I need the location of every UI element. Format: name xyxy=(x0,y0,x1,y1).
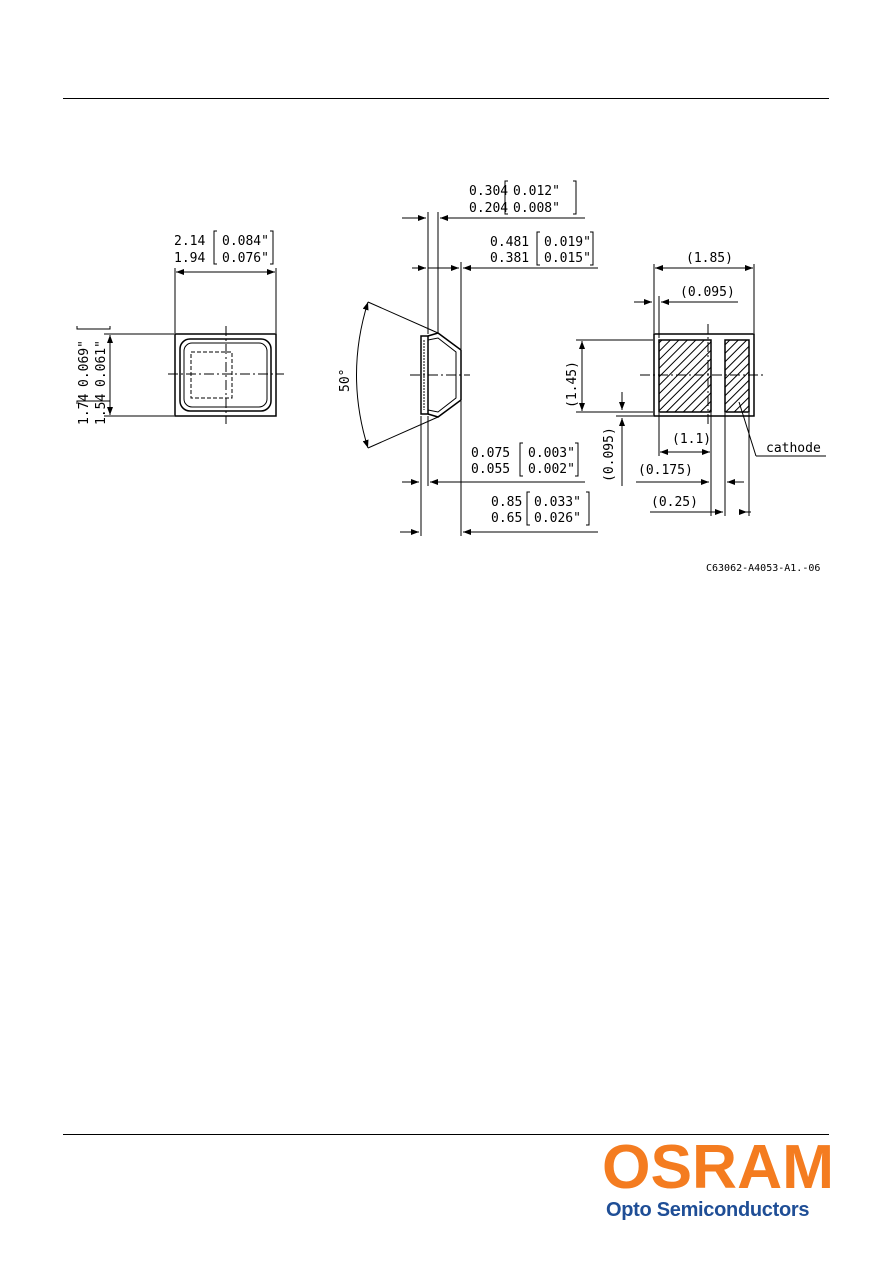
front-height-min: 1.54 xyxy=(94,393,109,425)
bottom-offset-left: (0.095) xyxy=(602,427,617,482)
side-bot2-max-in: 0.033" xyxy=(534,495,581,510)
side-top1-min-in: 0.008" xyxy=(513,201,560,216)
brand-tagline: Opto Semiconductors xyxy=(606,1199,810,1221)
front-height-max-in: 0.069" xyxy=(77,340,92,387)
side-bot1-max: 0.075 xyxy=(471,446,511,461)
bottom-height: (1.45) xyxy=(565,361,580,408)
side-bot1-min-in: 0.002" xyxy=(528,462,575,477)
brand-wordmark: OSRAM xyxy=(602,1133,834,1196)
front-height-max: 1.74 xyxy=(77,393,92,425)
front-height-min-in: 0.061" xyxy=(94,340,109,387)
side-top1-min: 0.204 xyxy=(469,201,509,216)
bottom-pad2: (0.25) xyxy=(651,495,698,510)
side-top2-min: 0.381 xyxy=(490,251,530,266)
front-width-min-in: 0.076" xyxy=(222,251,269,266)
package-outline-drawing xyxy=(0,0,892,620)
front-width-max-in: 0.084" xyxy=(222,234,269,249)
side-top2-max-in: 0.019" xyxy=(544,235,591,250)
side-bot2-min-in: 0.026" xyxy=(534,511,581,526)
side-top1-max: 0.304 xyxy=(469,184,509,199)
side-top2-min-in: 0.015" xyxy=(544,251,591,266)
side-bot1-min: 0.055 xyxy=(471,462,511,477)
side-bot2-max: 0.85 xyxy=(491,495,523,510)
drawing-id: C63062-A4053-A1.-06 xyxy=(706,563,821,574)
osram-logo xyxy=(600,1132,836,1196)
side-bot2-min: 0.65 xyxy=(491,511,523,526)
front-width-max: 2.14 xyxy=(174,234,206,249)
bottom-gap: (0.175) xyxy=(638,463,693,478)
front-width-min: 1.94 xyxy=(174,251,206,266)
side-top1-max-in: 0.012" xyxy=(513,184,560,199)
side-angle: 50° xyxy=(338,368,353,392)
bottom-pad-width: (1.1) xyxy=(672,432,712,447)
bottom-offset-top: (0.095) xyxy=(680,285,735,300)
bottom-width: (1.85) xyxy=(686,251,733,266)
side-top2-max: 0.481 xyxy=(490,235,530,250)
cathode-label: cathode xyxy=(766,441,821,456)
side-bot1-max-in: 0.003" xyxy=(528,446,575,461)
